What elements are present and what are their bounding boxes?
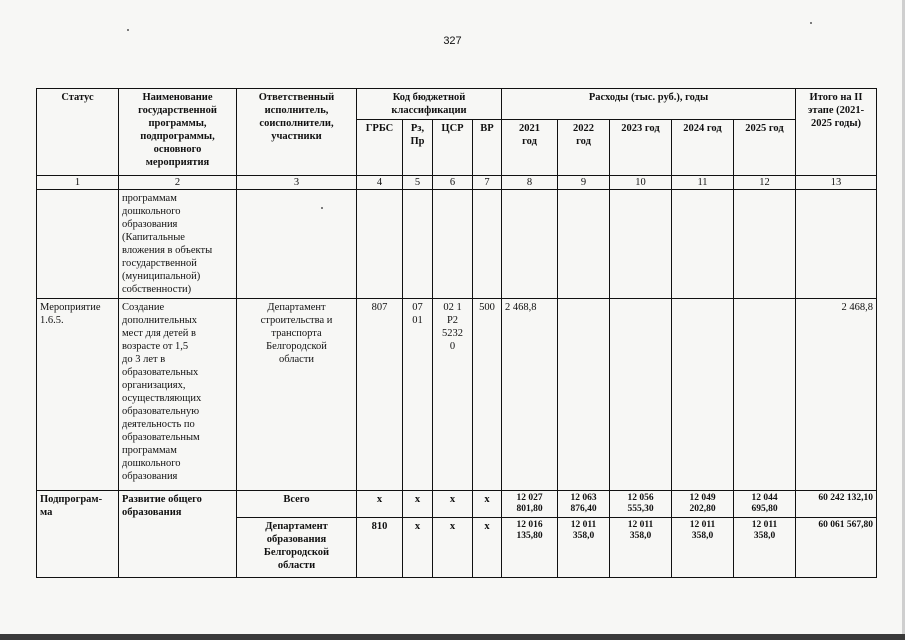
- header-name: Наименование государственной программы, подпрограммы, основного мероприятия: [119, 89, 237, 176]
- column-number-row: [37, 176, 877, 190]
- cell-name: программам дошкольного образования (Капитальные вложения в объекты государственной (муниципальной) собственности): [119, 190, 237, 299]
- header-budget-code: Код бюджетной классификации: [357, 89, 502, 120]
- cell-2023: [610, 190, 672, 299]
- cell-total: 60 061 567,80: [796, 518, 877, 578]
- column-number: 13: [796, 176, 877, 190]
- cell-vr: х: [473, 491, 502, 518]
- cell-2025: [734, 190, 796, 299]
- header-vr: ВР: [473, 120, 502, 176]
- header-2022: 2022 год: [558, 120, 610, 176]
- header-responsible: Ответственный исполнитель, соисполнители, участники: [237, 89, 357, 176]
- scan-speck: [810, 22, 812, 24]
- cell-name: Создание дополнительных мест для детей в возрасте от 1,5 до 3 лет в образовательных организациях, осуществляющих образовательную деятельность по образовательным программам дошкольного образования: [119, 299, 237, 491]
- cell-vr: [473, 190, 502, 299]
- cell-total: 60 242 132,10: [796, 491, 877, 518]
- header-status: Статус: [37, 89, 119, 176]
- cell-2022: 12 063 876,40: [558, 491, 610, 518]
- column-number: 1: [37, 176, 119, 190]
- column-number: 9: [558, 176, 610, 190]
- header-csr: ЦСР: [433, 120, 473, 176]
- cell-rz-pr: х: [403, 491, 433, 518]
- table-row: [37, 190, 877, 299]
- cell-2023: [610, 299, 672, 491]
- cell-2023: 12 011 358,0: [610, 518, 672, 578]
- cell-total: 2 468,8: [796, 299, 877, 491]
- table-row: [37, 299, 877, 491]
- cell-grbs: х: [357, 491, 403, 518]
- cell-2024: 12 011 358,0: [672, 518, 734, 578]
- page-number: 327: [443, 35, 462, 47]
- cell-2021: 12 016 135,80: [502, 518, 558, 578]
- cell-status: Мероприятие 1.6.5.: [37, 299, 119, 491]
- header-grbs: ГРБС: [357, 120, 403, 176]
- cell-2022: [558, 299, 610, 491]
- header-expenses: Расходы (тыс. руб.), годы: [502, 89, 796, 120]
- column-number: 5: [403, 176, 433, 190]
- cell-status: Подпрограм- ма: [37, 491, 119, 578]
- header-rz-pr: Рз, Пр: [403, 120, 433, 176]
- cell-2021: 2 468,8: [502, 299, 558, 491]
- cell-csr: [433, 190, 473, 299]
- column-number: 8: [502, 176, 558, 190]
- cell-responsible: Всего: [237, 491, 357, 518]
- column-number: 7: [473, 176, 502, 190]
- cell-rz-pr: х: [403, 518, 433, 578]
- cell-2024: [672, 190, 734, 299]
- cell-csr: 02 1 Р2 5232 0: [433, 299, 473, 491]
- column-number: 10: [610, 176, 672, 190]
- header-total: Итого на II этапе (2021- 2025 годы): [796, 89, 877, 176]
- cell-vr: х: [473, 518, 502, 578]
- cell-2024: [672, 299, 734, 491]
- column-number: 12: [734, 176, 796, 190]
- cell-2025: 12 011 358,0: [734, 518, 796, 578]
- cell-responsible: Департамент строительства и транспорта Белгородской области: [237, 299, 357, 491]
- cell-status: [37, 190, 119, 299]
- header-2021: 2021 год: [502, 120, 558, 176]
- column-number: 3: [237, 176, 357, 190]
- cell-rz-pr: 07 01: [403, 299, 433, 491]
- header-2025: 2025 год: [734, 120, 796, 176]
- cell-total: [796, 190, 877, 299]
- scan-edge-bottom: [0, 634, 905, 640]
- column-number: 4: [357, 176, 403, 190]
- header-2023: 2023 год: [610, 120, 672, 176]
- cell-responsible: [237, 190, 357, 299]
- cell-2022: 12 011 358,0: [558, 518, 610, 578]
- cell-2024: 12 049 202,80: [672, 491, 734, 518]
- cell-2025: 12 044 695,80: [734, 491, 796, 518]
- cell-grbs: 810: [357, 518, 403, 578]
- cell-csr: х: [433, 518, 473, 578]
- cell-2022: [558, 190, 610, 299]
- cell-2021: 12 027 801,80: [502, 491, 558, 518]
- cell-vr: 500: [473, 299, 502, 491]
- cell-responsible: Департамент образования Белгородской области: [237, 518, 357, 578]
- cell-name: Развитие общего образования: [119, 491, 237, 578]
- column-number: 6: [433, 176, 473, 190]
- table-row: [37, 491, 877, 518]
- cell-csr: х: [433, 491, 473, 518]
- cell-2021: [502, 190, 558, 299]
- column-number: 2: [119, 176, 237, 190]
- cell-2023: 12 056 555,30: [610, 491, 672, 518]
- cell-grbs: [357, 190, 403, 299]
- cell-2025: [734, 299, 796, 491]
- header-2024: 2024 год: [672, 120, 734, 176]
- cell-grbs: 807: [357, 299, 403, 491]
- cell-rz-pr: [403, 190, 433, 299]
- budget-table: [36, 88, 877, 578]
- column-number: 11: [672, 176, 734, 190]
- scan-speck: [127, 29, 129, 31]
